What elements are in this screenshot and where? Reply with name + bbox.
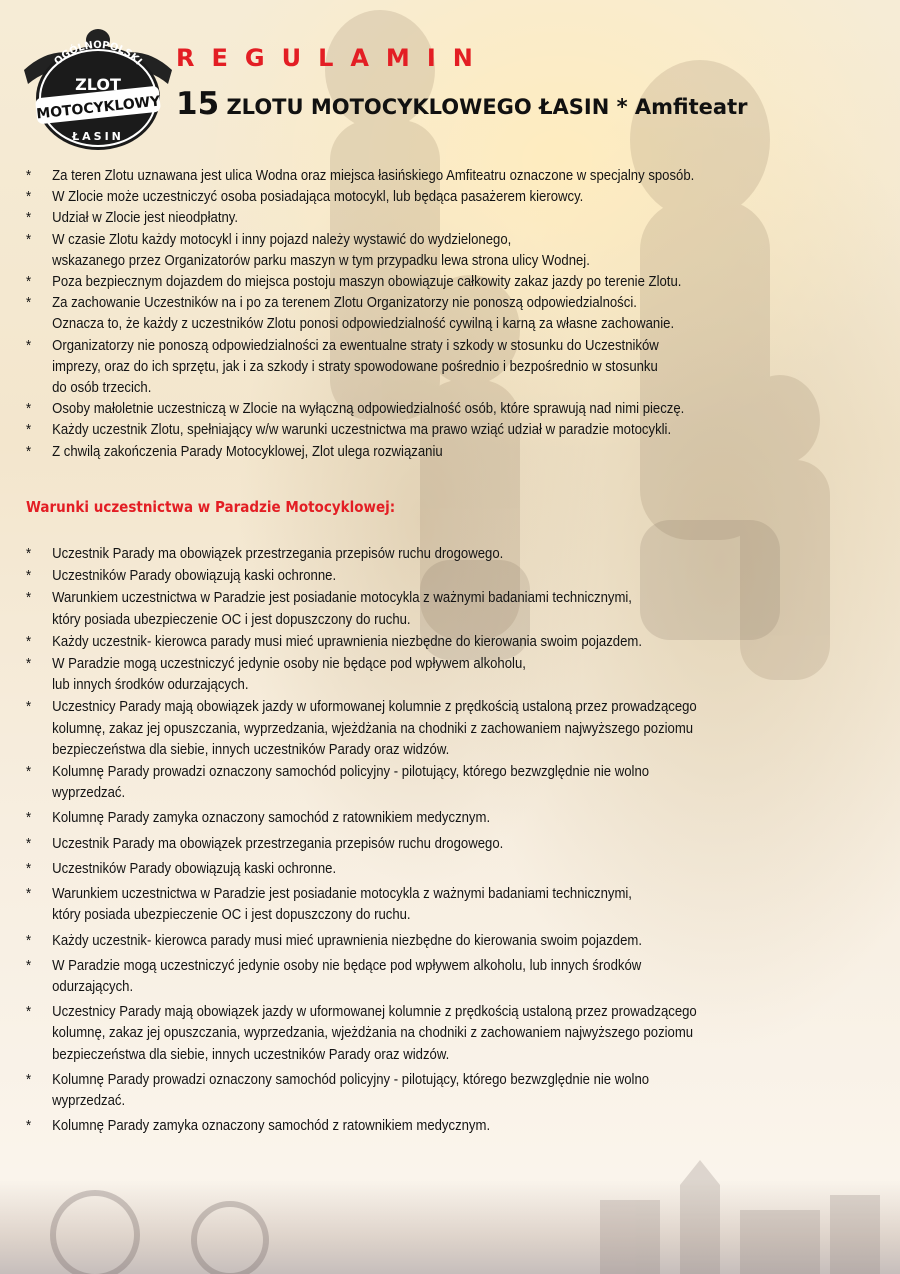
- motorcycle-club-emblem-icon: [22, 26, 174, 154]
- list-item-line: wskazanego przez Organizatorów parku maszyn w tym przypadku lewa strona ulicy Wodnej.: [52, 252, 590, 269]
- list-item-line: Kolumnę Parady zamyka oznaczony samochód z ratownikiem medycznym.: [52, 810, 491, 827]
- bullet-star: *: [26, 546, 32, 563]
- list-item: [26, 808, 800, 829]
- list-item-line: kolumnę, zakaz jej opuszczania, wyprzedzania, wjeżdżania na chodniki z zachowaniem najwyższego poziomu: [52, 720, 694, 737]
- list-item-line: Za teren Zlotu uznawana jest ulica Wodna oraz miejsca łasińskiego Amfiteatru oznaczone w specjalny sposób.: [52, 168, 695, 184]
- bottom-motorcycle-strip: [0, 1179, 900, 1274]
- list-item-line: Uczestnicy Parady mają obowiązek jazdy w uformowanej kolumnie z prędkością ustaloną przez prowadzącego: [52, 1004, 697, 1021]
- edition-number: 15: [176, 86, 220, 122]
- logo-middle-text-1: ZLOT: [75, 75, 121, 94]
- list-item-line: Kolumnę Parady prowadzi oznaczony samochód policyjny - pilotujący, którego bezwzględnie nie wolno: [52, 1071, 650, 1088]
- list-item-line: lub innych środków odurzających.: [52, 677, 249, 694]
- logo-top-text: OGÓLNOPOLSKI: [52, 39, 144, 68]
- list-item: [26, 931, 800, 952]
- list-item-line: Za zachowanie Uczestników na i po za terenem Zlotu Organizatorzy nie ponoszą odpowiedzialności.: [52, 295, 637, 312]
- bullet-star: *: [26, 1118, 32, 1135]
- page-title: REGULAMIN: [176, 44, 490, 72]
- list-item-line: Poza bezpiecznym dojazdem do miejsca postoju maszyn obowiązuje całkowity zakaz jazdy po terenie Zlotu.: [52, 274, 682, 291]
- bullet-star: *: [26, 231, 32, 248]
- bullet-star: *: [26, 932, 32, 949]
- list-item-line: Kolumnę Parady zamyka oznaczony samochód z ratownikiem medycznym.: [52, 1118, 491, 1135]
- rules-content: [26, 166, 800, 1138]
- list-item-line: Każdy uczestnik- kierowca parady musi mieć uprawnienia niezbędne do kierowania swoim pojazdem.: [52, 633, 642, 650]
- list-item: [26, 859, 800, 880]
- list-item-line: który posiada ubezpieczenie OC i jest dopuszczony do ruchu.: [52, 907, 411, 924]
- list-item: [26, 208, 800, 229]
- bullet-star: *: [26, 189, 32, 206]
- list-item-line: który posiada ubezpieczenie OC i jest dopuszczony do ruchu.: [52, 611, 411, 628]
- bullet-star: *: [26, 656, 32, 673]
- list-item: [26, 697, 800, 761]
- list-item-line: wyprzedzać.: [52, 785, 126, 802]
- bullet-star: *: [26, 1071, 32, 1088]
- list-item-line: W Paradzie mogą uczestniczyć jedynie osoby nie będące pod wpływem alkoholu, lub innych środków: [52, 957, 642, 974]
- list-item: [26, 654, 800, 696]
- list-item-line: odurzających.: [52, 978, 134, 995]
- list-item: [26, 632, 800, 653]
- bullet-star: *: [26, 274, 32, 291]
- logo-bottom-text: ŁASIN: [72, 130, 124, 143]
- parade-rules-list: [26, 544, 800, 1137]
- bullet-star: *: [26, 810, 32, 827]
- list-item-line: Z chwilą zakończenia Parady Motocyklowej, Zlot ulega rozwiązaniu: [52, 443, 443, 460]
- list-item-line: wyprzedzać.: [52, 1092, 126, 1109]
- list-item: [26, 834, 800, 855]
- bullet-star: *: [26, 168, 32, 184]
- list-item: [26, 762, 800, 804]
- bullet-star: *: [26, 835, 32, 852]
- list-item-line: Uczestnik Parady ma obowiązek przestrzegania przepisów ruchu drogowego.: [52, 546, 504, 563]
- list-item-line: Osoby małoletnie uczestniczą w Zlocie na wyłączną odpowiedzialność osób, które sprawują nad nimi pieczę.: [52, 401, 685, 418]
- bullet-star: *: [26, 860, 32, 877]
- list-item: [26, 230, 800, 272]
- bullet-star: *: [26, 295, 32, 312]
- list-item: [26, 272, 800, 293]
- list-item: [26, 1070, 800, 1112]
- logo-middle-text-2: MOTOCYKLOWY: [35, 93, 162, 123]
- list-item: [26, 884, 800, 926]
- list-item-line: Uczestników Parady obowiązują kaski ochronne.: [52, 860, 337, 877]
- list-item-line: Uczestnicy Parady mają obowiązek jazdy w uformowanej kolumnie z prędkością ustaloną przez prowadzącego: [52, 699, 697, 716]
- list-item-line: Uczestnik Parady ma obowiązek przestrzegania przepisów ruchu drogowego.: [52, 835, 504, 852]
- page-subtitle: [176, 86, 747, 122]
- bullet-star: *: [26, 443, 32, 460]
- bullet-star: *: [26, 699, 32, 716]
- list-item: [26, 1116, 800, 1137]
- bullet-star: *: [26, 633, 32, 650]
- list-item-line: Warunkiem uczestnictwa w Paradzie jest posiadanie motocykla z ważnymi badaniami technicznymi,: [52, 590, 632, 607]
- list-item-line: Udział w Zlocie jest nieodpłatny.: [52, 210, 239, 227]
- list-item-line: kolumnę, zakaz jej opuszczania, wyprzedzania, wjeżdżania na chodniki z zachowaniem najwyższego poziomu: [52, 1025, 694, 1042]
- subtitle-text: ZLOTU MOTOCYKLOWEGO ŁASIN * Amfiteatr: [226, 95, 748, 119]
- list-item-line: Każdy uczestnik- kierowca parady musi mieć uprawnienia niezbędne do kierowania swoim pojazdem.: [52, 932, 642, 949]
- list-item-line: bezpieczeństwa dla siebie, innych uczestników Parady oraz widzów.: [52, 1046, 450, 1063]
- list-item-line: Uczestników Parady obowiązują kaski ochronne.: [52, 568, 337, 585]
- section-heading: Warunki uczestnictwa w Paradzie Motocyklowej:: [26, 497, 396, 516]
- bullet-star: *: [26, 957, 32, 974]
- list-item: [26, 293, 800, 335]
- list-item: [26, 544, 800, 565]
- bullet-star: *: [26, 422, 32, 439]
- list-item: [26, 166, 800, 187]
- bullet-star: *: [26, 210, 32, 227]
- bullet-star: *: [26, 886, 32, 903]
- list-item: [26, 336, 800, 400]
- bullet-star: *: [26, 337, 32, 354]
- list-item: [26, 420, 800, 441]
- list-item-line: Oznacza to, że każdy z uczestników Zlotu ponosi odpowiedzialność cywilną i karną za własne zachowanie.: [52, 316, 675, 333]
- list-item-line: bezpieczeństwa dla siebie, innych uczestników Parady oraz widzów.: [52, 741, 450, 758]
- bullet-star: *: [26, 568, 32, 585]
- rules-list: [26, 166, 800, 463]
- list-item: [26, 442, 800, 463]
- bullet-star: *: [26, 401, 32, 418]
- list-item: [26, 588, 800, 630]
- list-item: [26, 566, 800, 587]
- bullet-star: *: [26, 1004, 32, 1021]
- list-item: [26, 956, 800, 998]
- list-item-line: W Zlocie może uczestniczyć osoba posiadająca motocykl, lub będąca pasażerem kierowcy.: [52, 189, 584, 206]
- list-item: [26, 187, 800, 208]
- list-item-line: Warunkiem uczestnictwa w Paradzie jest posiadanie motocykla z ważnymi badaniami technicznymi,: [52, 886, 632, 903]
- list-item-line: Kolumnę Parady prowadzi oznaczony samochód policyjny - pilotujący, którego bezwzględnie nie wolno: [52, 764, 650, 781]
- bullet-star: *: [26, 590, 32, 607]
- bullet-star: *: [26, 764, 32, 781]
- list-item-line: imprezy, oraz do ich sprzętu, jak i za szkody i straty spowodowane pośrednio i bezpośrednio w stosunku: [52, 358, 658, 375]
- list-item-line: W czasie Zlotu każdy motocykl i inny pojazd należy wystawić do wydzielonego,: [52, 231, 512, 248]
- list-item: [26, 1002, 800, 1066]
- list-item-line: do osób trzecich.: [52, 380, 152, 397]
- list-item: [26, 399, 800, 420]
- list-item-line: W Paradzie mogą uczestniczyć jedynie osoby nie będące pod wpływem alkoholu,: [52, 656, 526, 673]
- list-item-line: Każdy uczestnik Zlotu, spełniający w/w warunki uczestnictwa ma prawo wziąć udział w paradzie motocykli.: [52, 422, 672, 439]
- list-item-line: Organizatorzy nie ponoszą odpowiedzialności za ewentualne straty i szkody w stosunku do Uczestników: [52, 337, 659, 354]
